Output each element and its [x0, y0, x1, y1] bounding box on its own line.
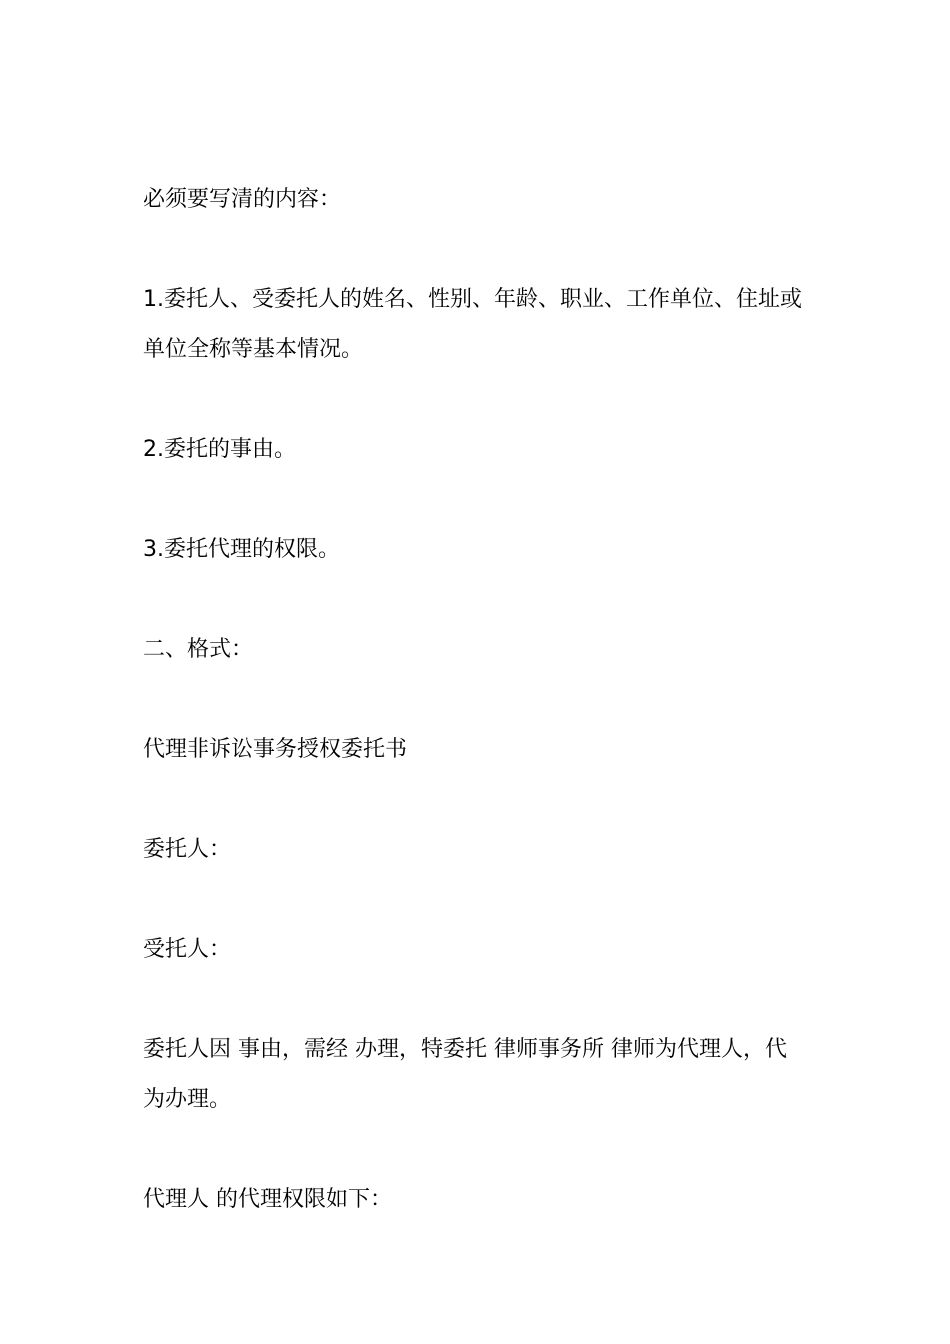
- form-title: 代理非诉讼事务授权委托书: [143, 737, 408, 762]
- item-3-authority: 3.委托代理的权限。: [143, 537, 340, 562]
- authority-list-heading: 代理人 的代理权限如下：: [143, 1187, 392, 1212]
- principal-label: 委托人：: [143, 837, 232, 862]
- required-content-heading: 必须要写清的内容：: [143, 187, 342, 212]
- entrustment-statement: 委托人因 事由，需经 办理，特委托 律师事务所 律师为代理人，代为办理。: [143, 1037, 787, 1112]
- format-heading: 二、格式：: [143, 637, 254, 662]
- item-2-matter: 2.委托的事由。: [143, 437, 296, 462]
- item-1-basic-info: 1.委托人、受委托人的姓名、性别、年龄、职业、工作单位、住址或单位全称等基本情况。: [143, 287, 802, 362]
- agent-label: 受托人：: [143, 937, 232, 962]
